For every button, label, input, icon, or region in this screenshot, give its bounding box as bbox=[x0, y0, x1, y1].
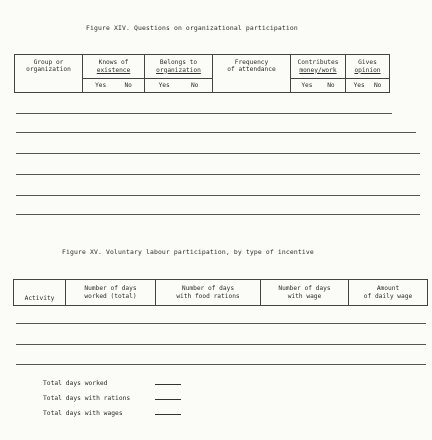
header-line-2: worked (total) bbox=[84, 292, 137, 300]
header-line-2: with wage bbox=[287, 292, 322, 300]
header-line-2: of attendance bbox=[227, 66, 276, 74]
header-line-2: Activity bbox=[24, 294, 55, 302]
yes-no-cell bbox=[83, 79, 145, 93]
ruled-line bbox=[16, 174, 420, 175]
header-line-2: of daily wage bbox=[363, 292, 413, 300]
header-line-1: Number of days bbox=[181, 285, 235, 293]
header-line-2: organization bbox=[156, 66, 201, 74]
header-activity bbox=[14, 280, 66, 306]
ruled-line bbox=[16, 323, 426, 324]
header-line-1: Belongs to bbox=[159, 59, 198, 67]
header-days-with-wage bbox=[261, 280, 349, 306]
blank-field[interactable] bbox=[155, 393, 181, 400]
yes-no-cell bbox=[145, 79, 213, 93]
yes-label: Yes bbox=[95, 81, 107, 89]
header-line-2: existence bbox=[96, 66, 131, 74]
header-line-1: Group or bbox=[33, 59, 64, 66]
header-line-1: Amount bbox=[376, 285, 400, 293]
total-label: Total days worked bbox=[43, 380, 108, 387]
header-line-2: with food rations bbox=[176, 292, 240, 300]
figure-15-title: Figure XV. Voluntary labour participation, by type of incentive bbox=[62, 248, 314, 256]
header-line-2: opinion bbox=[354, 66, 381, 74]
header-line-1: Number of days bbox=[84, 285, 137, 293]
header-group-or-organization bbox=[15, 55, 83, 93]
header-contributes-money-work bbox=[291, 55, 346, 79]
header-belongs-to-organization bbox=[145, 55, 213, 79]
header-line-1: Gives bbox=[358, 59, 377, 67]
yes-label: Yes bbox=[301, 81, 313, 89]
figure-14-title: Figure XIV. Questions on organizational participation bbox=[86, 24, 298, 32]
ruled-line bbox=[16, 344, 426, 345]
blank-field[interactable] bbox=[155, 408, 181, 415]
header-line-1: Frequency bbox=[234, 59, 269, 66]
total-label: Total days with wages bbox=[43, 410, 123, 417]
ruled-line bbox=[16, 195, 420, 196]
ruled-line bbox=[16, 214, 420, 215]
header-line-1: Number of days bbox=[278, 285, 331, 293]
ruled-line bbox=[16, 364, 426, 365]
ruled-line bbox=[16, 132, 416, 133]
no-label: No bbox=[373, 81, 382, 89]
labour-table bbox=[13, 279, 428, 306]
header-frequency-of-attendance bbox=[213, 55, 291, 93]
header-amount-daily-wage bbox=[349, 280, 428, 306]
blank-field[interactable] bbox=[155, 378, 181, 385]
header-days-worked-total bbox=[66, 280, 156, 306]
yes-label: Yes bbox=[158, 81, 170, 89]
no-label: No bbox=[190, 81, 199, 89]
no-label: No bbox=[124, 81, 132, 89]
ruled-line bbox=[16, 113, 392, 114]
ruled-line bbox=[16, 153, 420, 154]
yes-no-cell bbox=[291, 79, 346, 93]
no-label: No bbox=[327, 81, 335, 89]
total-label: Total days with rations bbox=[43, 395, 131, 402]
yes-label: Yes bbox=[353, 81, 365, 89]
header-gives-opinion bbox=[346, 55, 390, 79]
header-line-1: Contributes bbox=[297, 59, 339, 67]
participation-table bbox=[14, 54, 390, 93]
yes-no-cell bbox=[346, 79, 390, 93]
header-line-1: Knows of bbox=[98, 59, 129, 67]
total-days-worked bbox=[43, 378, 181, 387]
header-knows-of-existence bbox=[83, 55, 145, 79]
total-days-rations bbox=[43, 393, 181, 402]
header-line-2: money/work bbox=[299, 66, 337, 74]
total-days-wages bbox=[43, 408, 181, 417]
header-days-food-rations bbox=[156, 280, 261, 306]
header-line-2: organization bbox=[26, 66, 71, 74]
